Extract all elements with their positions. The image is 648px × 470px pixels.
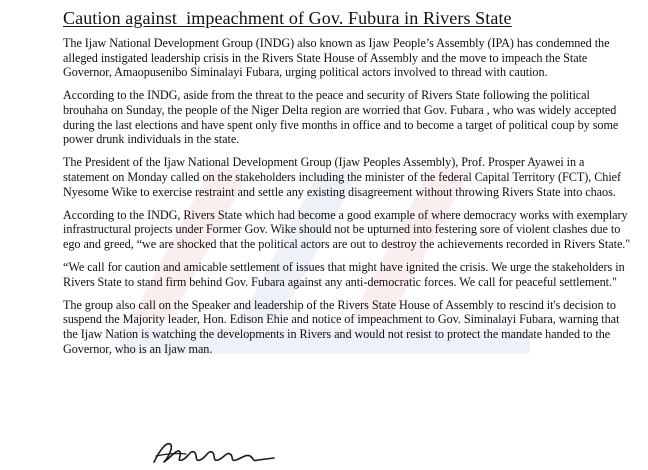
signature-icon	[150, 436, 280, 470]
paragraph-6: The group also call on the Speaker and leadership of the Rivers State House of Assembly to rescind it's decision to suspend the Majority leader, Hon. Edison Ehie and notice of impeachment to Gov. Siminalayi Fubara, warning that the Ijaw Nation is watching the developments in Rivers and would not resist to protect the mandate handed to the Governor, who is an Ijaw man.	[63, 297, 620, 356]
paragraph-4: According to the INDG, Rivers State which had become a good example of where democracy works with exemplary infrastructural projects under Former Gov. Wike should not be upturned into festering sore of violent clashes due to ego and greed, “we are shocked that the political actors are out to destroy the achievements recorded in Rivers State."	[63, 207, 631, 251]
article-body	[63, 36, 631, 365]
paragraph-5: “We call for caution and amicable settlement of issues that might have ignited the crisis. We urge the stakeholders in Rivers State to stand firm behind Gov. Fubara against any anti-democratic forces. We call for peaceful settlement."	[63, 260, 625, 289]
article-title: Caution against impeachment of Gov. Fubura in Rivers State	[63, 8, 512, 28]
paragraph-3: The President of the Ijaw National Development Group (Ijaw Peoples Assembly), Prof. Prosper Ayawei in a statement on Monday called on the stakeholders including the minister of the federal Capital Territory (FCT), Chief Nyesome Wike to exercise restraint and settle any existing disagreement without throwing Rivers State into chaos.	[63, 155, 622, 199]
paragraph-1: The Ijaw National Development Group (INDG) also known as Ijaw People’s Assembly (IPA) has condemned the alleged instigated leadership crisis in the Rivers State House of Assembly and the move to impeach the State Governor, Amaopusenibo Siminalayi Fubara, urging political actors involved to thread with caution.	[63, 36, 610, 80]
paragraph-2: According to the INDG, aside from the threat to the peace and security of Rivers State following the political brouhaha on Sunday, the people of the Niger Delta region are worried that Gov. Fubara , who was widely accepted during the last elections and have spent only five months in office and to become a target of political coup by some power drunk individuals in the state.	[63, 88, 619, 147]
